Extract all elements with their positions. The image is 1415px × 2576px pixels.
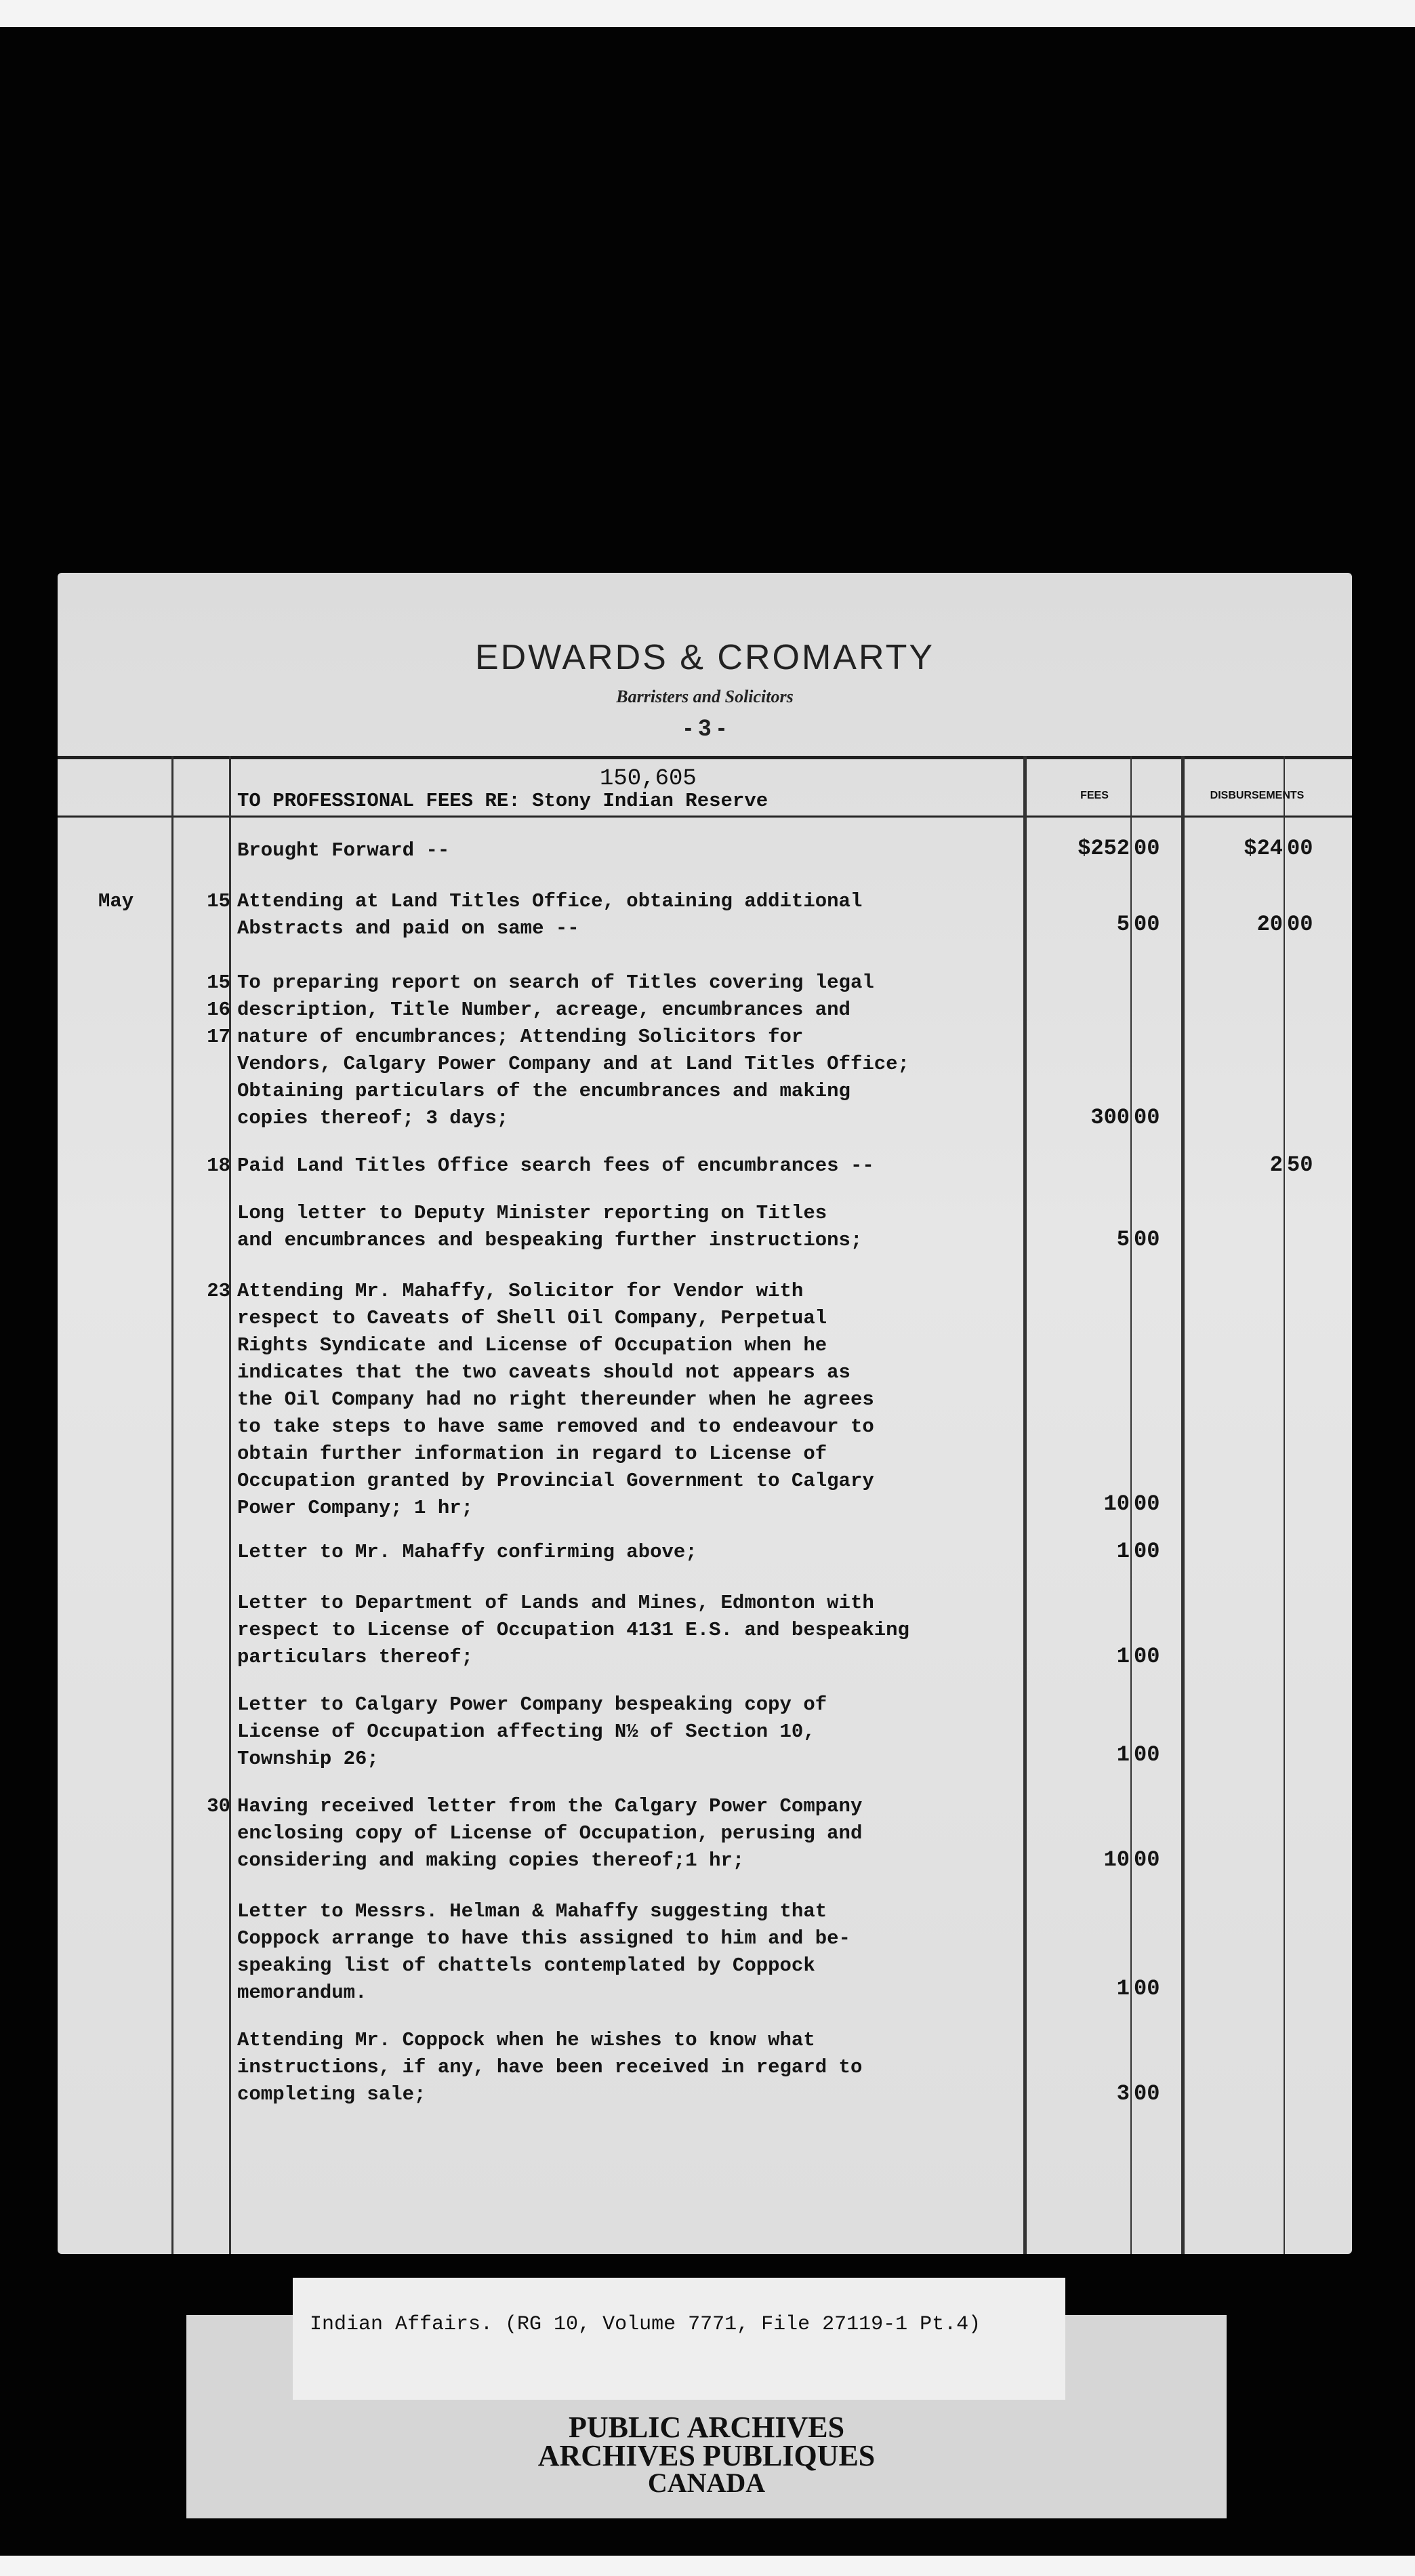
entry-day: 30 [207, 1795, 230, 1817]
ledger-entry: Attending Mr. Mahaffy, Solicitor for Vendor with respect to Caveats of Shell Oil Company, Perpetual Rights Syndicate and License of Occupation when he indicates that the two caveats should not appears as the Oil Company had no right thereunder when he agrees to take steps to have same removed and to endeavour to obtain further information in regard to License of Occupation granted by Provincial Government to Calgary Power Company; 1 hr; [237, 1280, 874, 1519]
entry-day: 15 [207, 890, 230, 912]
ledger-entry: Attending Mr. Coppock when he wishes to know what instructions, if any, have been received in regard to completing sale; [237, 2029, 863, 2106]
ledger-entry: Attending at Land Titles Office, obtaining additional Abstracts and paid on same -- [237, 890, 863, 940]
header-rule-bottom [58, 816, 1352, 818]
fee-cents: 00 [1134, 836, 1160, 861]
firm-name: EDWARDS & CROMARTY [474, 638, 935, 677]
fees-column-header: FEES [1080, 790, 1109, 801]
fee-amount: 10 [1103, 1491, 1130, 1516]
entry-brought-forward: Brought Forward -- [237, 839, 450, 862]
fee-cents: 00 [1134, 1105, 1160, 1130]
stamp-line-2: ARCHIVES PUBLIQUES [537, 2439, 876, 2472]
ledger-entry: Paid Land Titles Office search fees of encumbrances -- [237, 1154, 874, 1177]
ledger-entry: Letter to Department of Lands and Mines, Edmonton with respect to License of Occupation 4131 E.S. and bespeaking particulars thereof; [237, 1592, 909, 1668]
archive-reference-label [293, 2278, 1065, 2400]
fee-amount: 1 [1116, 1539, 1130, 1564]
disbursement-cents: 50 [1287, 1152, 1313, 1178]
fee-amount: 1 [1116, 1644, 1130, 1669]
stamp-line-3: CANADA [647, 2468, 766, 2498]
fee-amount: 1 [1116, 1742, 1130, 1767]
ledger-entry: Long letter to Deputy Minister reporting on Titles and encumbrances and bespeaking further instructions; [237, 1202, 863, 1251]
fee-cents: 00 [1134, 1847, 1160, 1872]
ledger-page [58, 573, 1352, 2254]
disbursement-cents: 00 [1287, 912, 1313, 937]
stamp-line-1: PUBLIC ARCHIVES [568, 2411, 845, 2444]
fee-amount: 10 [1103, 1847, 1130, 1872]
fee-amount: 5 [1116, 912, 1130, 937]
entry-day: 18 [207, 1154, 230, 1177]
entry-day: 15 16 17 [207, 971, 230, 1048]
ledger-entry: Having received letter from the Calgary Power Company enclosing copy of License of Occupation, perusing and considering and making copies thereof;1 hr; [237, 1795, 863, 1872]
fee-cents: 00 [1134, 1976, 1160, 2001]
disbursement-amount: $24 [1244, 836, 1283, 861]
fees-cents-rule [1130, 756, 1132, 2254]
fee-cents: 00 [1134, 912, 1160, 937]
entry-month: May [98, 890, 134, 912]
fee-cents: 00 [1134, 2081, 1160, 2106]
fee-cents: 00 [1134, 1539, 1160, 1564]
fee-amount: 3 [1116, 2081, 1130, 2106]
fee-cents: 00 [1134, 1227, 1160, 1252]
ledger-entry: Letter to Messrs. Helman & Mahaffy suggesting that Coppock arrange to have this assigned to him and be- speaking list of chattels contemplated by Coppock memorandum. [237, 1900, 850, 2004]
disbursement-cents: 00 [1287, 836, 1313, 861]
month-column-rule [171, 756, 173, 2254]
ledger-title: TO PROFESSIONAL FEES RE: Stony Indian Reserve [237, 790, 768, 812]
disbursements-column-header: DISBURSEMENTS [1210, 790, 1305, 801]
fee-cents: 00 [1134, 1491, 1160, 1516]
fee-amount: 5 [1116, 1227, 1130, 1252]
scan-frame [0, 27, 1415, 2556]
ledger-entry: To preparing report on search of Titles covering legal description, Title Number, acreage, encumbrances and nature of encumbrances; Attending Solicitors for Vendors, Calgary Power Company and at Land Titles Office; Obtaining particulars of the encumbrances and making copies thereof; 3 days; [237, 971, 909, 1129]
disbursements-cents-rule [1284, 756, 1285, 2254]
ledger-entry: Letter to Mr. Mahaffy confirming above; [237, 1541, 697, 1563]
fee-cents: 00 [1134, 1644, 1160, 1669]
disbursement-amount: 2 [1269, 1152, 1283, 1178]
header-rule-top [58, 756, 1352, 759]
fee-amount: $252 [1078, 836, 1130, 861]
entry-day: 23 [207, 1280, 230, 1302]
firm-subtitle: Barristers and Solicitors [616, 687, 794, 706]
fee-cents: 00 [1134, 1742, 1160, 1767]
fee-amount: 1 [1116, 1976, 1130, 2001]
disbursement-amount: 20 [1256, 912, 1283, 937]
page-number: - 3 - [684, 715, 726, 741]
document-number: 150,605 [600, 766, 697, 792]
fee-amount: 300 [1090, 1105, 1130, 1130]
archive-reference: Indian Affairs. (RG 10, Volume 7771, File 27119-1 Pt.4) [310, 2313, 981, 2336]
ledger-entry: Letter to Calgary Power Company bespeaking copy of License of Occupation affecting N½ of Section 10, Township 26; [237, 1693, 827, 1770]
